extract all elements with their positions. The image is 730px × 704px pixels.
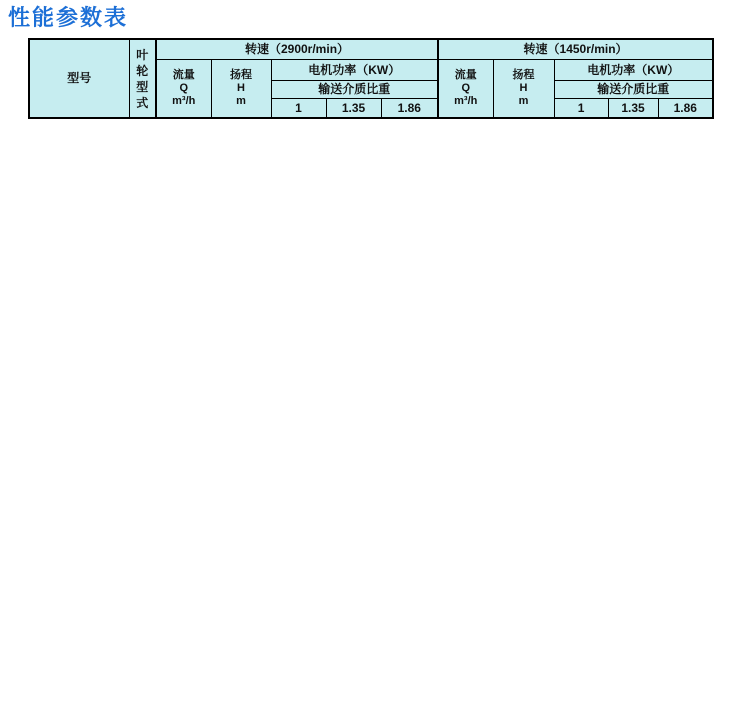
page-title: 性能参数表	[8, 5, 129, 30]
impeller-char: 型	[136, 79, 149, 94]
header-speed-2900: 转速（2900r/min）	[156, 39, 438, 60]
header-gravity-1-2900: 1	[271, 99, 326, 118]
header-gravity-2900: 输送介质比重	[271, 81, 438, 99]
header-gravity-1450: 输送介质比重	[554, 81, 713, 99]
header-flow-2900: 流量 Q m³/h	[156, 60, 211, 118]
header-power-2900: 电机功率（KW）	[271, 60, 438, 81]
header-power-1450: 电机功率（KW）	[554, 60, 713, 81]
impeller-char: 叶	[136, 47, 149, 62]
header-flow-1450: 流量 Q m³/h	[438, 60, 493, 118]
header-speed-1450: 转速（1450r/min）	[438, 39, 713, 60]
header-gravity-186-1450: 1.86	[658, 99, 713, 118]
header-gravity-1-1450: 1	[554, 99, 608, 118]
header-impeller-type	[129, 39, 156, 118]
header-gravity-135-2900: 1.35	[326, 99, 381, 118]
performance-table	[28, 38, 714, 119]
header-head-1450: 扬程 H m	[493, 60, 554, 118]
impeller-char: 轮	[136, 63, 149, 78]
header-model: 型号	[29, 39, 129, 118]
header-gravity-186-2900: 1.86	[381, 99, 438, 118]
header-head-2900: 扬程 H m	[211, 60, 271, 118]
header-gravity-135-1450: 1.35	[608, 99, 658, 118]
table-header	[29, 39, 713, 118]
impeller-char: 式	[136, 95, 149, 110]
